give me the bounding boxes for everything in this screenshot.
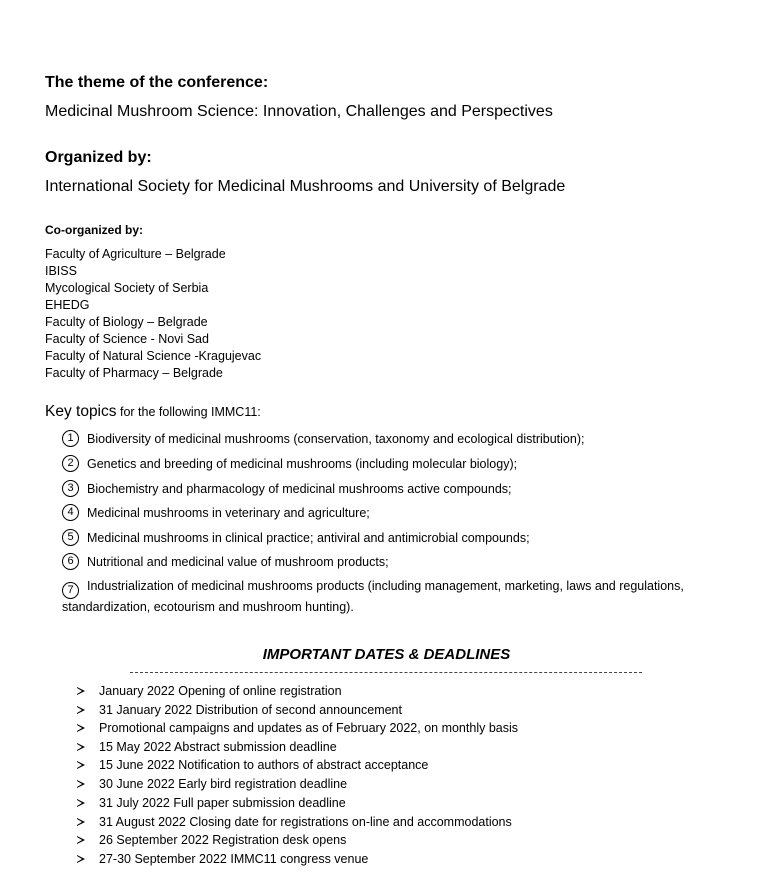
arrow-bullet-icon bbox=[77, 835, 87, 845]
deadline-item bbox=[77, 833, 346, 847]
coorganizer-item: Faculty of Science - Novi Sad bbox=[45, 332, 209, 346]
key-topics-sub: for the following IMMC11: bbox=[116, 405, 261, 419]
arrow-bullet-icon bbox=[77, 705, 87, 715]
topic-item bbox=[62, 480, 512, 497]
arrow-bullet-icon bbox=[77, 854, 87, 864]
deadline-text: Promotional campaigns and updates as of February 2022, on monthly basis bbox=[99, 721, 518, 735]
topic-item bbox=[62, 455, 517, 472]
deadline-text: January 2022 Opening of online registration bbox=[99, 684, 342, 698]
topic-item bbox=[62, 553, 389, 570]
topic-item bbox=[62, 529, 530, 546]
number-circle-icon: 1 bbox=[62, 430, 79, 447]
deadline-item bbox=[77, 703, 402, 717]
number-circle-icon: 5 bbox=[62, 529, 79, 546]
organized-heading: Organized by: bbox=[45, 149, 152, 166]
topic-item bbox=[62, 504, 370, 521]
deadline-text: 31 August 2022 Closing date for registrations on-line and accommodations bbox=[99, 815, 512, 829]
coorganizer-item: Faculty of Natural Science -Kragujevac bbox=[45, 349, 262, 363]
coorganizer-item: Faculty of Biology – Belgrade bbox=[45, 315, 208, 329]
topic-text: Genetics and breeding of medicinal mushrooms (including molecular biology); bbox=[87, 456, 518, 471]
deadline-item bbox=[77, 777, 347, 791]
topic-text: Medicinal mushrooms in veterinary and agriculture; bbox=[87, 505, 370, 520]
arrow-bullet-icon bbox=[77, 742, 87, 752]
deadline-text: 15 May 2022 Abstract submission deadline bbox=[99, 740, 337, 754]
deadline-text: 26 September 2022 Registration desk opens bbox=[99, 833, 347, 847]
number-circle-icon: 3 bbox=[62, 480, 79, 497]
topic-text: Industrialization of medicinal mushrooms products (including management, marketing, laws and regulations, standardization, ecotourism and mushroom hunting). bbox=[62, 579, 684, 614]
theme-heading: The theme of the conference: bbox=[45, 74, 269, 91]
deadline-item bbox=[77, 740, 337, 754]
arrow-bullet-icon bbox=[77, 779, 87, 789]
number-circle-icon: 2 bbox=[62, 455, 79, 472]
organized-text: International Society for Medicinal Mushrooms and University of Belgrade bbox=[45, 178, 566, 195]
arrow-bullet-icon bbox=[77, 798, 87, 808]
dates-title: IMPORTANT DATES & DEADLINES bbox=[262, 646, 511, 663]
dashed-divider bbox=[130, 672, 642, 673]
arrow-bullet-icon bbox=[77, 817, 87, 827]
deadline-text: 27-30 September 2022 IMMC11 congress venue bbox=[99, 852, 369, 866]
arrow-bullet-icon bbox=[77, 760, 87, 770]
topic-text: Biodiversity of medicinal mushrooms (conservation, taxonomy and ecological distribution); bbox=[87, 431, 585, 446]
coorganizer-item: Faculty of Agriculture – Belgrade bbox=[45, 247, 226, 261]
coorganizer-item: EHEDG bbox=[45, 298, 90, 312]
topic-text: Biochemistry and pharmacology of medicinal mushrooms active compounds; bbox=[87, 481, 512, 496]
deadline-item bbox=[77, 852, 368, 866]
arrow-bullet-icon bbox=[77, 686, 87, 696]
deadline-text: 15 June 2022 Notification to authors of abstract acceptance bbox=[99, 758, 429, 772]
topic-text: Nutritional and medicinal value of mushroom products; bbox=[87, 554, 389, 569]
deadline-text: 30 June 2022 Early bird registration deadline bbox=[99, 777, 348, 791]
coorganizer-item: Faculty of Pharmacy – Belgrade bbox=[45, 366, 223, 380]
theme-text: Medicinal Mushroom Science: Innovation, Challenges and Perspectives bbox=[45, 103, 553, 120]
arrow-bullet-icon bbox=[77, 723, 87, 733]
deadline-item bbox=[77, 815, 512, 829]
coorganizer-item: IBISS bbox=[45, 264, 77, 278]
deadline-text: 31 July 2022 Full paper submission deadline bbox=[99, 796, 346, 810]
key-topics-label: Key topics bbox=[45, 403, 117, 420]
deadline-text: 31 January 2022 Distribution of second announcement bbox=[99, 703, 402, 717]
key-topics-heading bbox=[45, 403, 261, 421]
deadline-item bbox=[77, 796, 346, 810]
number-circle-icon: 7 bbox=[62, 582, 79, 599]
topic-item bbox=[62, 578, 752, 616]
deadline-item bbox=[77, 721, 518, 735]
number-circle-icon: 6 bbox=[62, 553, 79, 570]
deadline-item bbox=[77, 758, 428, 772]
topic-text: Medicinal mushrooms in clinical practice; antiviral and antimicrobial compounds; bbox=[87, 530, 530, 545]
coorganized-heading: Co-organized by: bbox=[45, 223, 143, 237]
topic-item bbox=[62, 430, 584, 447]
deadline-item bbox=[77, 684, 342, 698]
number-circle-icon: 4 bbox=[62, 504, 79, 521]
coorganizer-item: Mycological Society of Serbia bbox=[45, 281, 209, 295]
